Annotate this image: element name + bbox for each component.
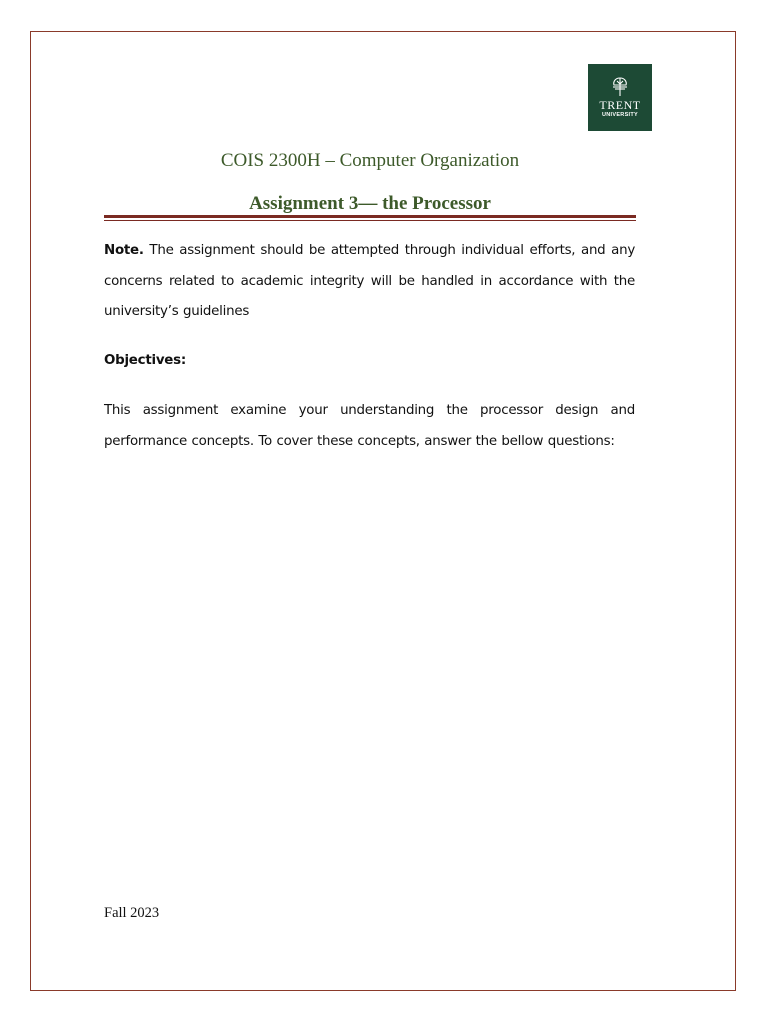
logo-subtitle: UNIVERSITY [601,112,638,118]
note-text: The assignment should be attempted through individual efforts, and any concerns related to academic integrity will be handled in accordance with the university’s guidelines [104,243,635,319]
title-divider-thin [104,220,636,221]
assignment-title: Assignment 3— the Processor [249,193,491,214]
objectives-heading: Objectives: [104,353,186,368]
trent-university-logo [588,64,652,131]
note-paragraph [104,236,635,328]
page-border [30,31,736,991]
trent-tree-icon [611,77,629,97]
objectives-body: This assignment examine your understanding the processor design and performance concepts. To cover these concepts, answer the bellow questions: [104,403,635,449]
course-title: COIS 2300H – Computer Organization [220,150,520,171]
logo-name: TRENT [599,98,641,112]
title-divider-thick [104,215,636,218]
footer-term: Fall 2023 [104,905,160,921]
note-label: Note. [104,243,144,258]
